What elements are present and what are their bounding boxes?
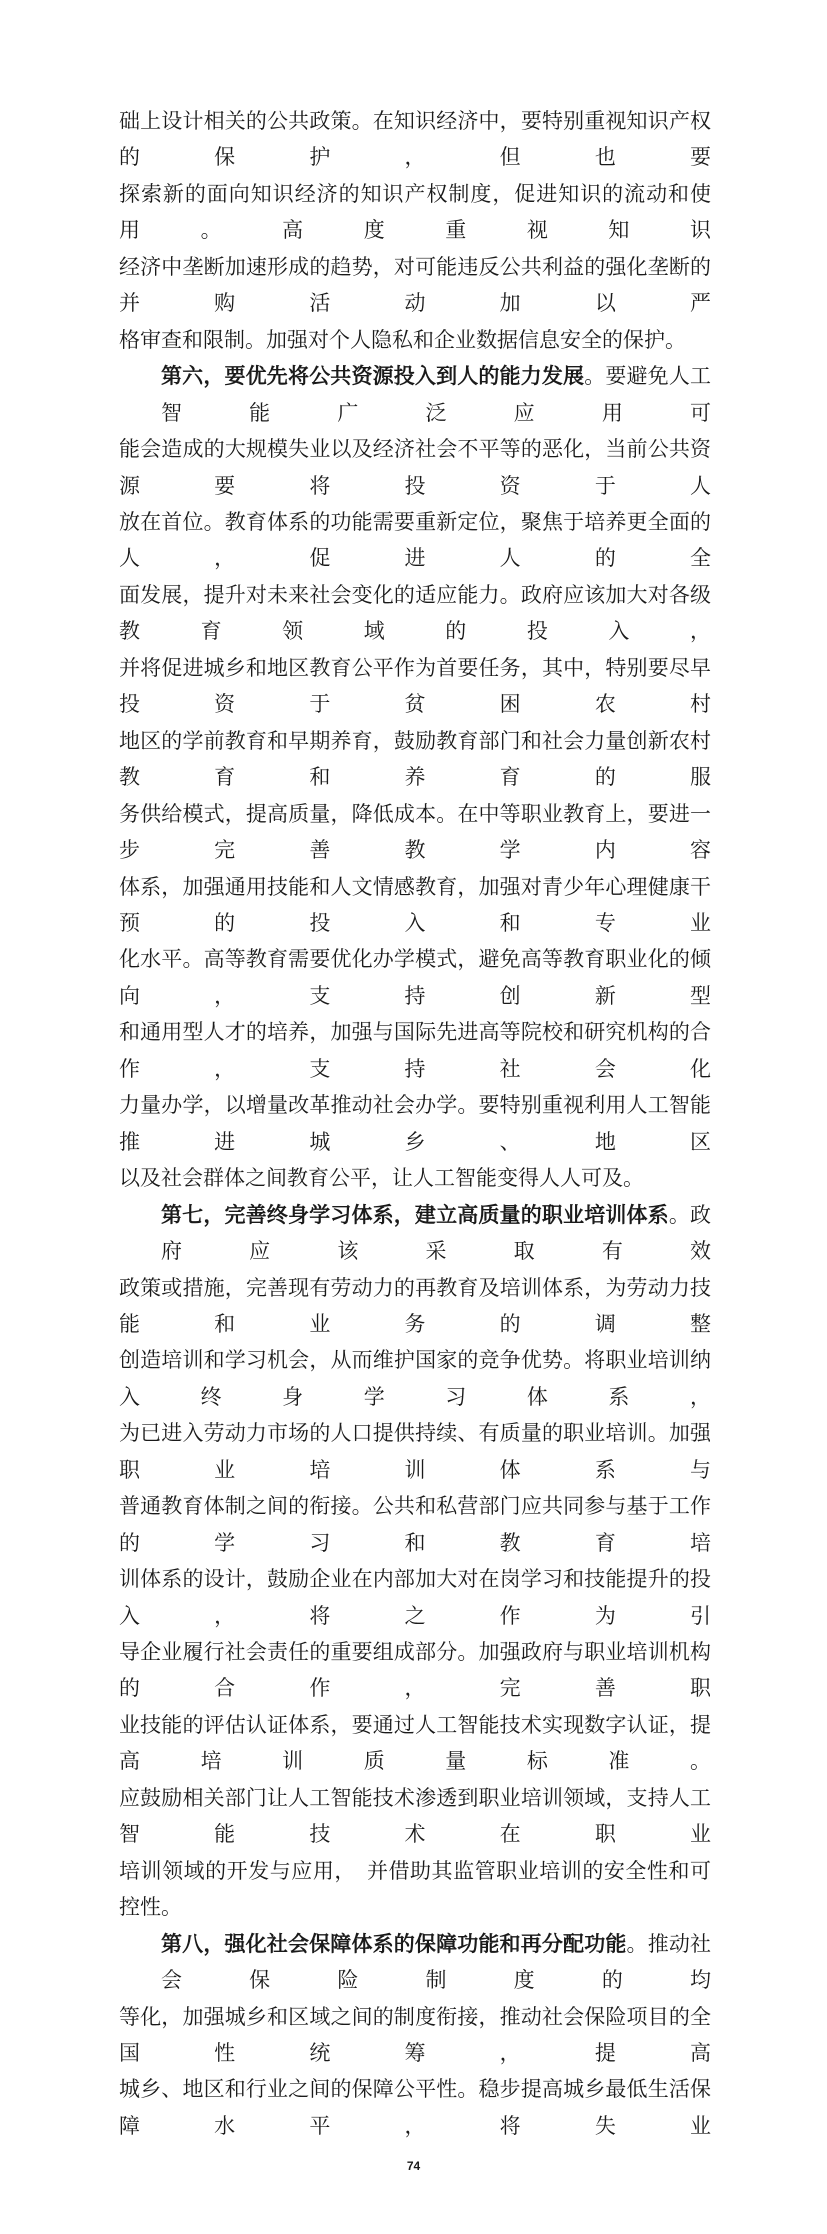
text-line <box>119 504 711 577</box>
line-text: 。推动社会保险制度的均 <box>161 1931 712 1993</box>
text-line <box>119 1160 711 1196</box>
text-line <box>119 103 711 176</box>
text-line <box>119 941 711 1014</box>
line-text: 放在首位。教育体系的功能需要重新定位，聚焦于培养更全面的人，促进人的全 <box>119 509 711 571</box>
paragraph-heading: 第八，强化社会保障体系的保障功能和再分配功能 <box>161 1930 627 1956</box>
line-text: 化水平。高等教育需要优化办学模式，避免高等教育职业化的倾向，支持创新型 <box>119 947 711 1008</box>
text-line <box>119 1853 711 1926</box>
text-line <box>119 1270 711 1343</box>
text-line <box>119 2071 711 2144</box>
text-line <box>119 322 711 358</box>
line-text: 务供给模式，提高质量，降低成本。在中等职业教育上，要进一步完善教学内容 <box>119 801 711 863</box>
text-line <box>119 249 711 322</box>
text-line <box>119 723 711 796</box>
line-text: 为已进入劳动力市场的人口提供持续、有质量的职业培训。加强职业培训体系与 <box>119 1421 711 1482</box>
line-text: 政策或措施，完善现有劳动力的再教育及培训体系，为劳动力技能和业务的调整 <box>119 1275 711 1336</box>
line-text: 创造培训和学习机会，从而维护国家的竞争优势。将职业培训纳入终身学习体系， <box>119 1348 711 1409</box>
line-text: 业技能的评估认证体系，要通过人工智能技术实现数字认证，提高培训质量标准。 <box>119 1712 711 1774</box>
text-line <box>119 1926 711 1999</box>
line-text: 以及社会群体之间教育公平，让人工智能变得人人可及。 <box>119 1166 644 1191</box>
line-text: 经济中垄断加速形成的趋势，对可能违反公共利益的强化垄断的并购活动加以严 <box>119 254 711 316</box>
line-text: 应鼓励相关部门让人工智能技术渗透到职业培训领域，支持人工智能技术在职业 <box>119 1785 711 1847</box>
line-text: 普通教育体制之间的衔接。公共和私营部门应共同参与基于工作的学习和教育培 <box>119 1494 711 1555</box>
text-line <box>119 1999 711 2072</box>
line-text: 体系，加强通用技能和人文情感教育，加强对青少年心理健康干预的投入和专业 <box>119 874 711 935</box>
text-line <box>119 869 711 942</box>
text-line <box>119 1634 711 1707</box>
line-text: 面发展，提升对未来社会变化的适应能力。政府应该加大对各级教育领域的投入， <box>119 582 711 644</box>
text-line <box>119 1342 711 1415</box>
text-line <box>119 650 711 723</box>
paragraph-heading: 第六，要优先将公共资源投入到人的能力发展 <box>161 363 585 389</box>
line-text: 。要避免人工智能广泛应用可 <box>161 364 712 425</box>
text-line <box>119 1014 711 1087</box>
line-text: 。政府应该采取有效 <box>161 1202 712 1264</box>
text-line <box>119 796 711 869</box>
line-text: 地区的学前教育和早期养育，鼓励教育部门和社会力量创新农村教育和养育的服 <box>119 728 711 790</box>
line-text: 础上设计相关的公共政策。在知识经济中，要特别重视知识产权的保护，但也要 <box>119 109 711 170</box>
line-text: 格审查和限制。加强对个人隐私和企业数据信息安全的保护。 <box>119 327 686 352</box>
text-line <box>119 176 711 249</box>
line-text: 城乡、地区和行业之间的保障公平性。稳步提高城乡最低生活保障水平，将失业 <box>119 2077 711 2138</box>
text-line <box>119 1415 711 1488</box>
paragraph-heading: 第七，完善终身学习体系，建立高质量的职业培训体系 <box>161 1201 669 1227</box>
line-text: 和通用型人才的培养，加强与国际先进高等院校和研究机构的合作，支持社会化 <box>119 1020 711 1081</box>
text-line <box>119 1197 711 1270</box>
line-text: 并将促进城乡和地区教育公平作为首要任务，其中，特别要尽早投资于贫困农村 <box>119 655 711 717</box>
line-text: 导企业履行社会责任的重要组成部分。加强政府与职业培训机构的合作，完善职 <box>119 1640 711 1701</box>
text-line <box>119 358 711 431</box>
page-number: 74 <box>406 2159 421 2174</box>
line-text: 能会造成的大规模失业以及经济社会不平等的恶化，当前公共资源要将投资于人 <box>119 437 711 498</box>
line-text: 培训领域的开发与应用， 并借助其监管职业培训的安全性和可控性。 <box>119 1858 711 1920</box>
text-line <box>119 431 711 504</box>
text-line <box>119 1707 711 1780</box>
line-text: 力量办学，以增量改革推动社会办学。要特别重视利用人工智能推进城乡、地区 <box>119 1093 711 1154</box>
line-text: 探索新的面向知识经济的知识产权制度，促进知识的流动和使用。高度重视知识 <box>119 181 711 243</box>
text-line <box>119 1087 711 1160</box>
text-line <box>119 577 711 650</box>
text-line <box>119 1488 711 1561</box>
line-text: 等化，加强城乡和区域之间的制度衔接，推动社会保险项目的全国性统筹，提高 <box>119 2004 711 2066</box>
line-text: 训体系的设计，鼓励企业在内部加大对在岗学习和技能提升的投入，将之作为引 <box>119 1567 711 1628</box>
text-line <box>119 1780 711 1853</box>
text-line <box>119 1561 711 1634</box>
